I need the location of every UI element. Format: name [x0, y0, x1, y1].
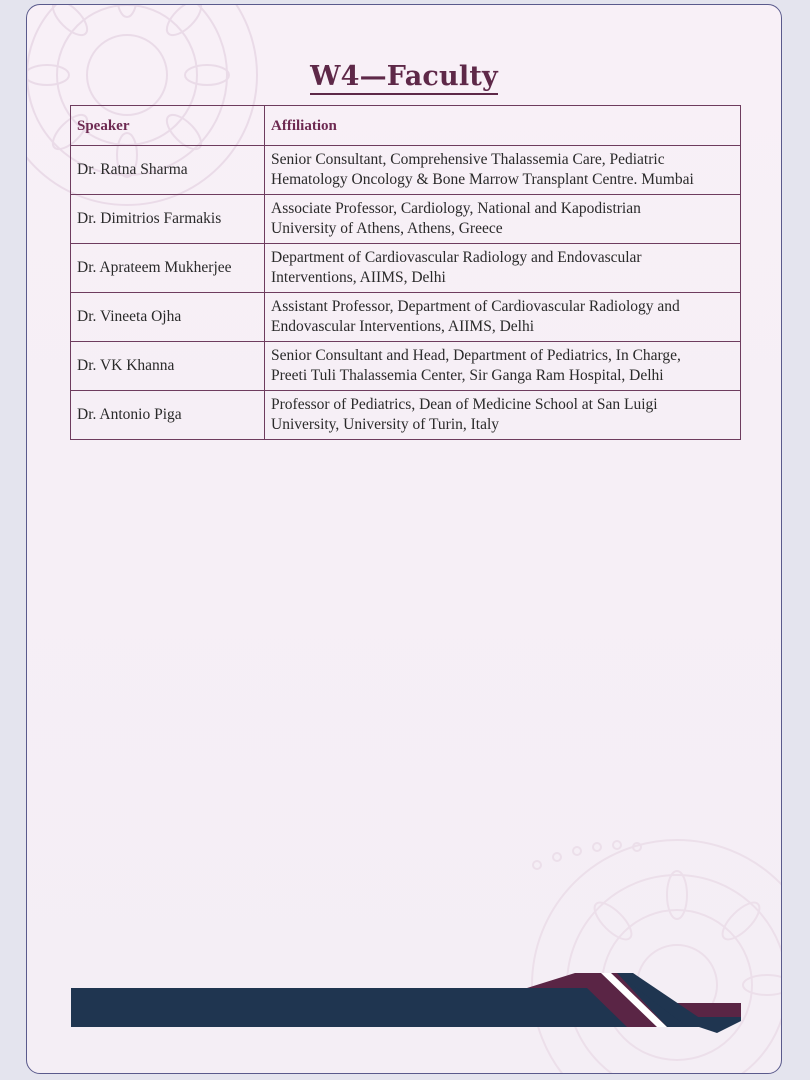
affiliation-line: Hematology Oncology & Bone Marrow Transplant Centre. Mumbai: [271, 171, 694, 188]
affiliation-cell: [265, 391, 741, 440]
affiliation-line: Assistant Professor, Department of Cardiovascular Radiology and: [271, 298, 680, 315]
speaker-cell: Dr. Aprateem Mukherjee: [71, 244, 265, 293]
affiliation-line: Associate Professor, Cardiology, National and Kapodistrian: [271, 200, 641, 217]
affiliation-cell: [265, 195, 741, 244]
ribbon-band-icon: [27, 965, 782, 1045]
affiliation-line: University of Athens, Athens, Greece: [271, 220, 503, 237]
table-row: [71, 342, 741, 391]
affiliation-cell: [265, 293, 741, 342]
table-row: [71, 293, 741, 342]
table-row: [71, 244, 741, 293]
affiliation-line: Senior Consultant, Comprehensive Thalassemia Care, Pediatric: [271, 151, 665, 168]
speaker-cell: Dr. Ratna Sharma: [71, 146, 265, 195]
page-title: W4—Faculty: [27, 61, 781, 92]
affiliation-line: Professor of Pediatrics, Dean of Medicine School at San Luigi: [271, 396, 658, 413]
affiliation-line: Interventions, AIIMS, Delhi: [271, 269, 446, 286]
affiliation-cell: [265, 244, 741, 293]
affiliation-line: Department of Cardiovascular Radiology and Endovascular: [271, 249, 642, 266]
table-header-row: [71, 106, 741, 146]
table-row: [71, 391, 741, 440]
speaker-cell: Dr. Vineeta Ojha: [71, 293, 265, 342]
speaker-cell: Dr. Antonio Piga: [71, 391, 265, 440]
column-header-speaker: Speaker: [71, 106, 265, 146]
table-row: [71, 195, 741, 244]
affiliation-cell: [265, 146, 741, 195]
affiliation-line: University, University of Turin, Italy: [271, 416, 500, 433]
affiliation-line: Endovascular Interventions, AIIMS, Delhi: [271, 318, 535, 335]
faculty-table: [70, 105, 741, 440]
table-row: [71, 146, 741, 195]
affiliation-line: Preeti Tuli Thalassemia Center, Sir Ganga Ram Hospital, Delhi: [271, 367, 664, 384]
affiliation-line: Senior Consultant and Head, Department of Pediatrics, In Charge,: [271, 347, 681, 364]
column-header-affiliation: Affiliation: [265, 106, 741, 146]
affiliation-cell: [265, 342, 741, 391]
speaker-cell: Dr. VK Khanna: [71, 342, 265, 391]
speaker-cell: Dr. Dimitrios Farmakis: [71, 195, 265, 244]
document-page: [26, 4, 782, 1074]
